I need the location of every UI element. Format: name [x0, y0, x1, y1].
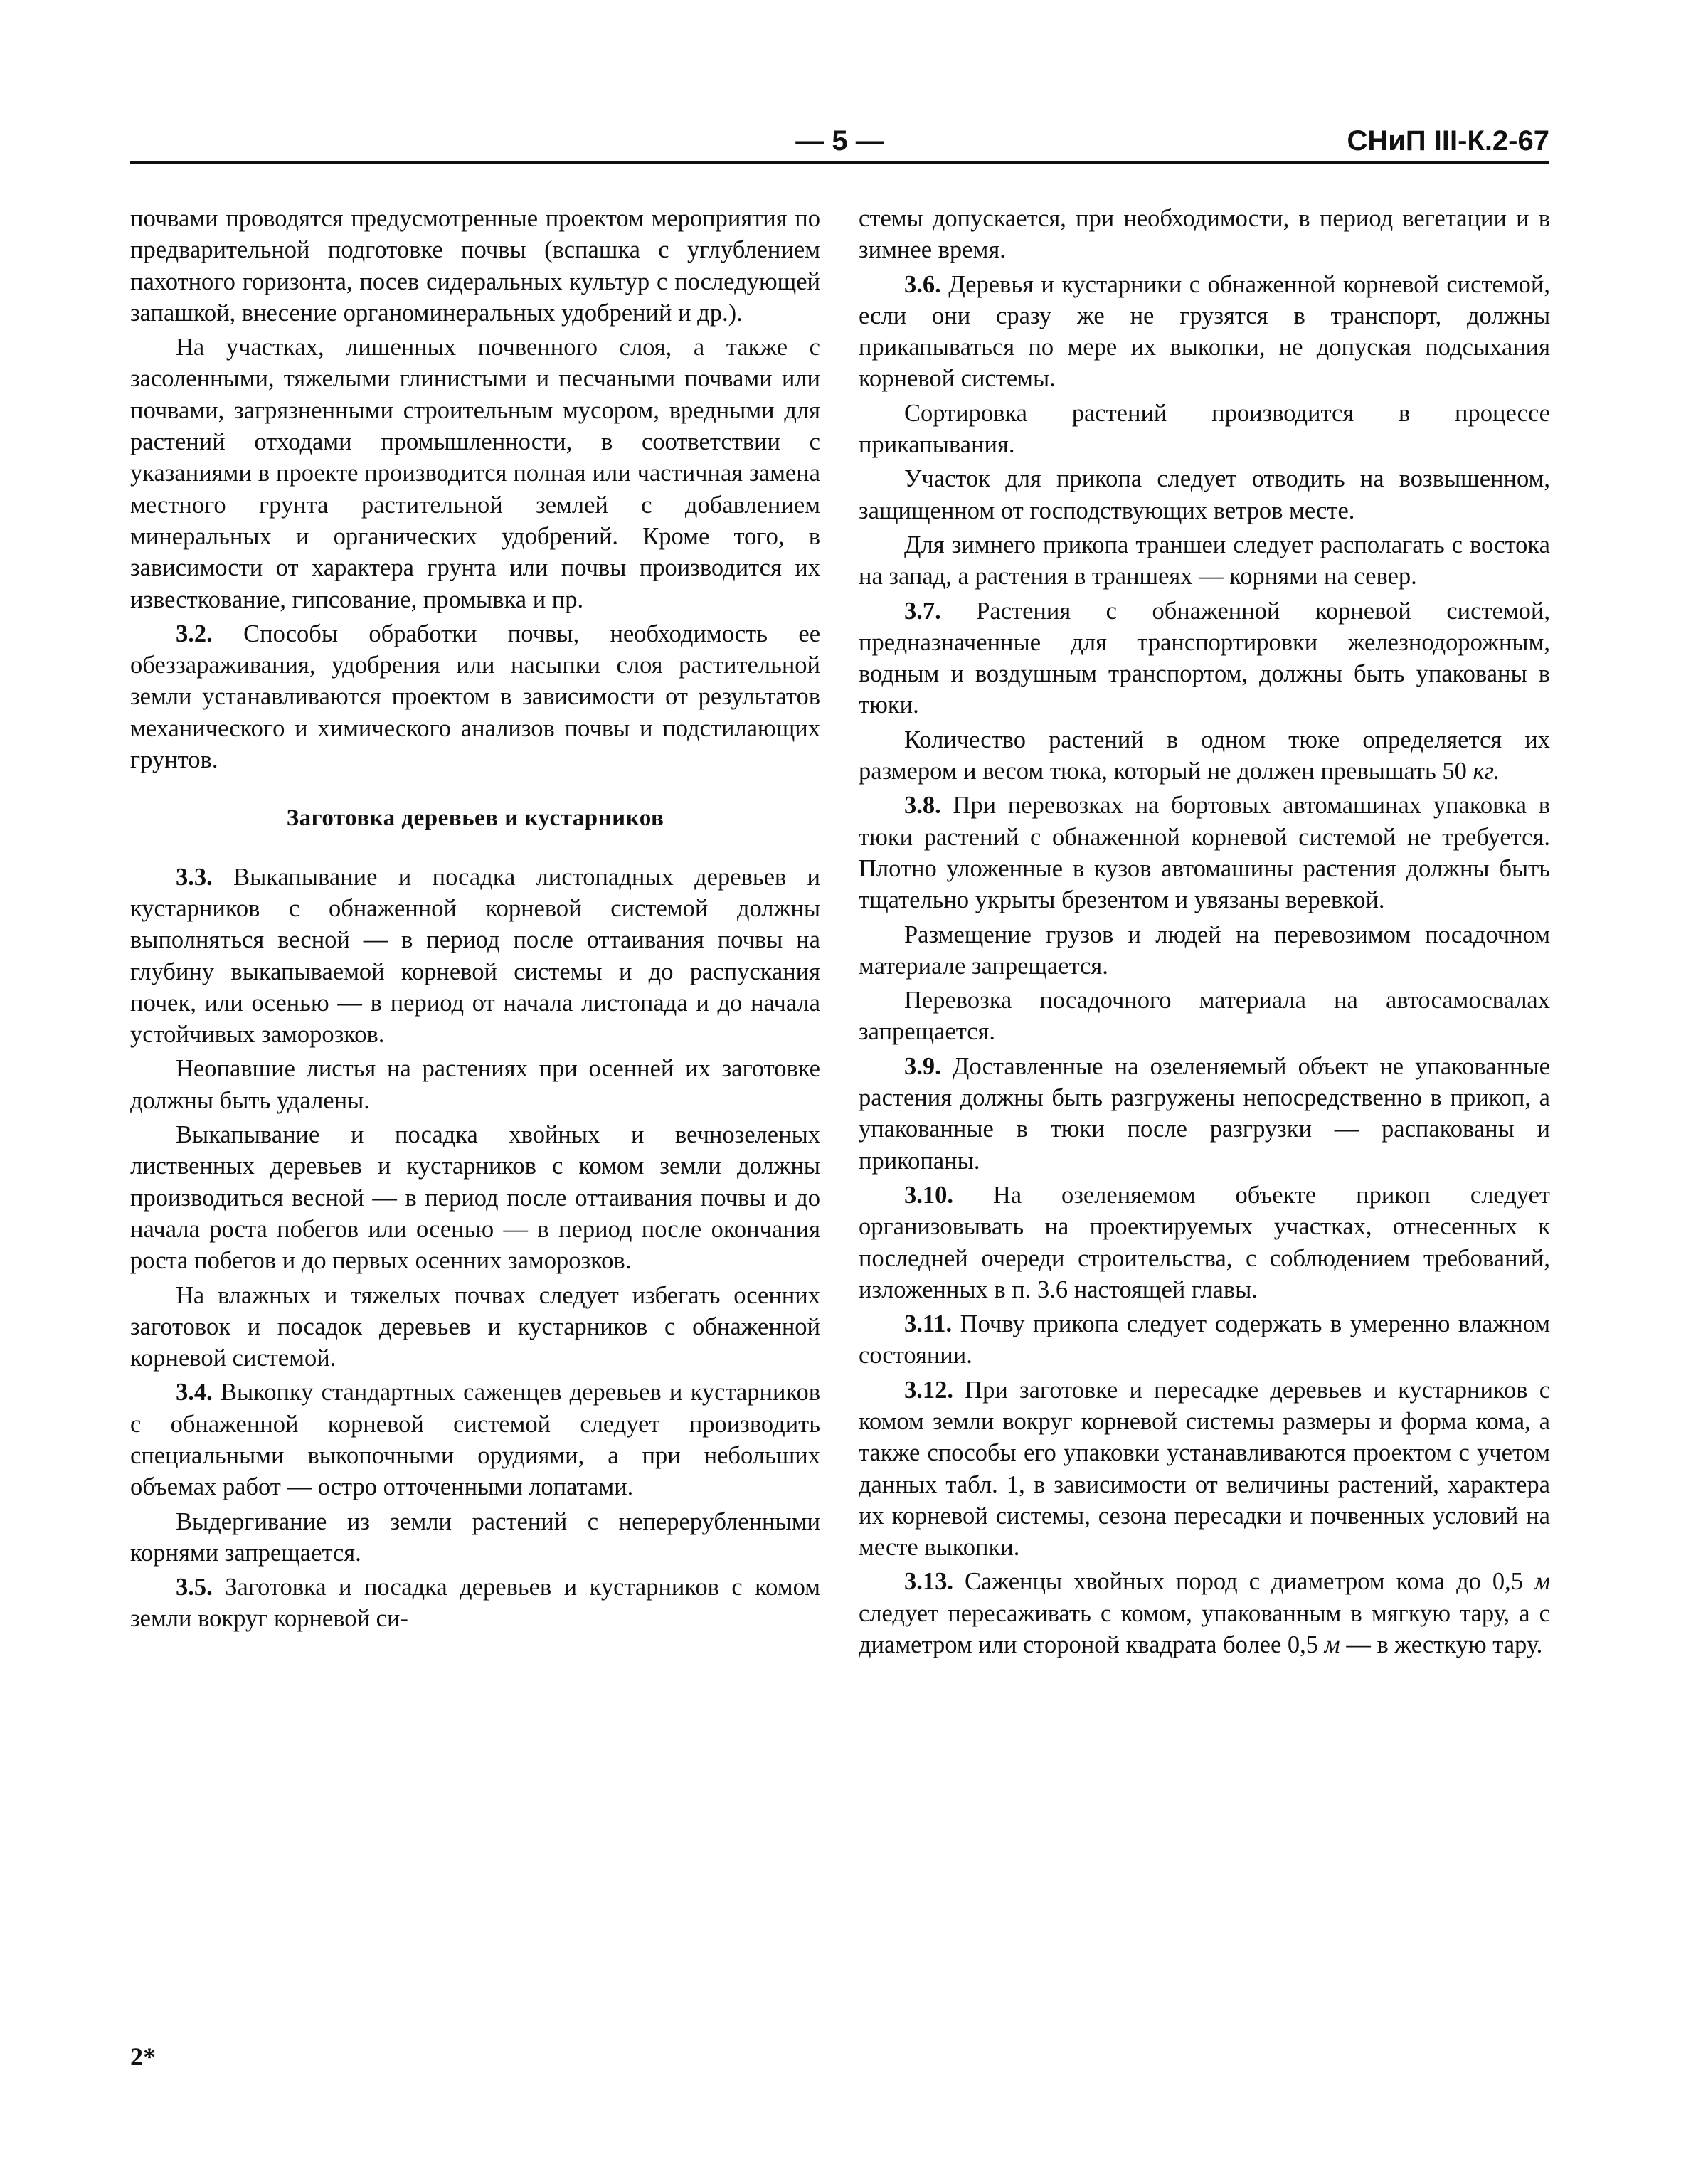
paragraph	[859, 1374, 1550, 1564]
clause-number: 3.8.	[904, 792, 941, 820]
clause-number: 3.9.	[904, 1052, 941, 1080]
clause-number: 3.7.	[904, 597, 941, 625]
clause-number: 3.11.	[904, 1310, 953, 1338]
clause-number: 3.13.	[904, 1568, 953, 1596]
paragraph	[130, 862, 820, 1051]
paragraph	[130, 1377, 820, 1502]
paragraph: Участок для прикопа следует отводить на возвышенном, защищенном от господствующих ветров месте.	[859, 465, 1550, 524]
paragraph-text: Растения с обнаженной корневой системой, предназначенные для транспортировки железнодорожным, водным и воздушным транспортом, должны быть упакованы в тюки.	[859, 597, 1551, 719]
clause-number: 3.5.	[176, 1574, 213, 1601]
paragraph-text: Доставленные на озеленяемый объект не упакованные растения должны быть разгружены непосредственно в прикоп, а упакованные в тюки после разгрузки — распакованы и прикопаны.	[859, 1052, 1550, 1175]
paragraph: Сортировка растений производится в процессе прикапывания.	[859, 399, 1550, 459]
clause-number: 3.3.	[176, 863, 213, 891]
paragraph-text: При перевозках на бортовых автомашинах упаковка в тюки растений с обнаженной корневой системой не требуется. Плотно уложенные в кузов автомашины растения должны быть тщательно укрыты брезентом и увязаны веревкой.	[859, 792, 1550, 914]
left-column	[130, 203, 820, 1638]
paragraph: На участках, лишенных почвенного слоя, а также с засоленными, тяжелыми глинистыми и песчаными почвами или почвами, загрязненными строительным мусором, вредными для растений отходами промышленности, в соответствии с указаниями в проекте производится полная или частичная замена местного грунта растительной землей с добавлением минеральных и органических удобрений. Кроме того, в зависимости от характера грунта или почвы производится их известкование, гипсование, промывка и пр.	[130, 334, 820, 613]
paragraph	[859, 595, 1550, 721]
paragraph-text: На озеленяемом объекте прикоп следует организовывать на проектируемых участках, отнесенных к последней очереди строительства, с соблюдением требований, изложенных в п. 3.6 настоящей главы.	[859, 1181, 1551, 1303]
paragraph: почвами проводятся предусмотренные проектом мероприятия по предварительной подготовке почвы (вспашка с углублением пахотного горизонта, посев сидеральных культур с последующей запашкой, внесение органоминеральных удобрений и др.).	[130, 205, 820, 327]
clause-number: 3.4.	[176, 1379, 213, 1406]
unit-label: кг.	[1473, 758, 1500, 785]
clause-number: 3.12.	[904, 1376, 953, 1404]
paragraph	[859, 269, 1550, 395]
paragraph-text: Саженцы хвойных пород с диаметром кома до 0,5	[964, 1568, 1523, 1596]
paragraph: Выкапывание и посадка хвойных и вечнозеленых лиственных деревьев и кустарников с комом земли должны производиться весной — в период после оттаивания почвы и до начала роста побегов или осенью — в период после окончания роста побегов и до первых осенних заморозков.	[130, 1121, 820, 1275]
clause-number: 3.6.	[904, 270, 941, 298]
paragraph	[859, 790, 1550, 916]
paragraph-text: Заготовка и посадка деревьев и кустарников с комом земли вокруг корневой си-	[130, 1574, 820, 1633]
paragraph-text: Количество растений в одном тюке определяется их размером и весом тюка, который не должен превышать 50	[859, 726, 1550, 785]
paragraph-text: Способы обработки почвы, необходимость ее обеззараживания, удобрения или насыпки слоя растительной земли устанавливаются проектом в зависимости от результатов механического и химического анализов почвы и подстилающих грунтов.	[130, 620, 821, 774]
page-number: — 5 —	[795, 125, 884, 157]
paragraph-text: Деревья и кустарники с обнаженной корневой системой, если они сразу же не грузятся в транспорт, должны прикапываться по мере их выкопки, не допуская подсыхания корневой системы.	[859, 270, 1550, 393]
page-header	[130, 120, 1549, 162]
signature-mark: 2*	[130, 2042, 156, 2071]
paragraph-text: При заготовке и пересадке деревьев и кустарников с комом земли вокруг корневой системы размеры и форма кома, а также способы его упаковки устанавливаются проектом с учетом данных табл. 1, в зависимости от величины растений, характера их корневой системы, сезона пересадки и почвенных условий на месте выкопки.	[859, 1376, 1551, 1562]
paragraph-text: следует пересаживать с комом, упакованным в мягкую тару, а с диаметром или стороной квадрата более 0,5	[859, 1599, 1550, 1659]
paragraph: Выдергивание из земли растений с неперерубленными корнями запрещается.	[130, 1507, 820, 1567]
paragraph: стемы допускается, при необходимости, в период вегетации и в зимнее время.	[859, 205, 1550, 264]
paragraph	[859, 724, 1550, 788]
paragraph	[859, 1180, 1550, 1305]
clause-number: 3.10.	[904, 1181, 953, 1209]
paragraph	[859, 1308, 1550, 1372]
paragraph-text: — в жесткую тару.	[1346, 1631, 1543, 1659]
clause-number: 3.2.	[176, 620, 213, 647]
document-code: СНиП III-К.2-67	[1347, 125, 1549, 157]
paragraph	[859, 1566, 1550, 1660]
paragraph: Неопавшие листья на растениях при осенней их заготовке должны быть удалены.	[130, 1055, 820, 1114]
section-heading: Заготовка деревьев и кустарников	[286, 805, 664, 832]
paragraph	[859, 1051, 1550, 1177]
paragraph	[130, 1571, 820, 1635]
paragraph-text: Выкопку стандартных саженцев деревьев и кустарников с обнаженной корневой системой следует производить специальными выкопочными орудиями, а при небольших объемах работ — остро отточенными лопатами.	[130, 1379, 821, 1501]
right-column	[859, 203, 1550, 1663]
header-rule	[130, 161, 1549, 164]
unit-label: м	[1324, 1631, 1340, 1659]
paragraph	[130, 618, 820, 775]
paragraph: Перевозка посадочного материала на автосамосвалах запрещается.	[859, 987, 1550, 1046]
unit-label: м	[1534, 1568, 1551, 1596]
paragraph-text: Почву прикопа следует содержать в умеренно влажном состоянии.	[859, 1310, 1550, 1369]
paragraph-text: Выкапывание и посадка листопадных деревьев и кустарников с обнаженной корневой системой должны выполняться весной — в период после оттаивания почвы на глубину выкапываемой корневой системы и до распускания почек, или осенью — в период от начала листопада и до начала устойчивых заморозков.	[130, 863, 821, 1049]
paragraph: Для зимнего прикопа траншеи следует располагать с востока на запад, а растения в траншеях — корнями на север.	[859, 531, 1550, 590]
paragraph: Размещение грузов и людей на перевозимом посадочном материале запрещается.	[859, 921, 1550, 980]
paragraph: На влажных и тяжелых почвах следует избегать осенних заготовок и посадок деревьев и кустарников с обнаженной корневой системой.	[130, 1281, 820, 1372]
